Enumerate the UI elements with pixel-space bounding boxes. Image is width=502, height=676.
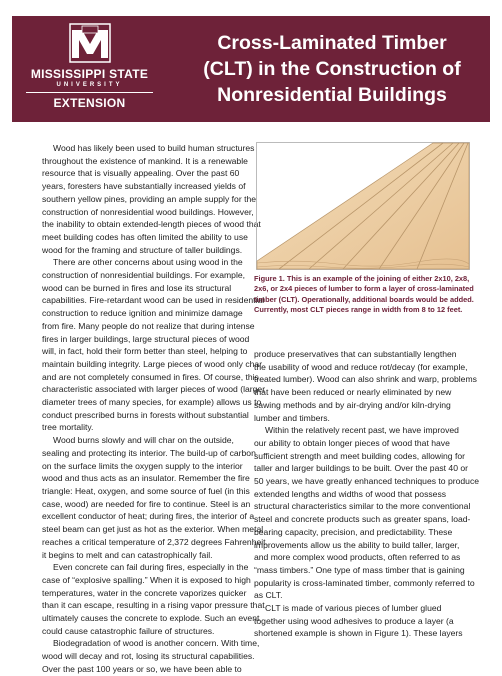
text-line: steel beam can get just as hot as the exterior. When metal (42, 524, 264, 535)
text-line: shortened example is shown in Figure 1). These layers (254, 628, 463, 639)
text-line: popularity is cross-laminated timber, commonly referred to (254, 577, 475, 588)
text-line: that have been reduced or nearly eliminated by new (254, 387, 452, 398)
figure-clt-illustration (256, 142, 470, 270)
text-line: maintain building integrity. Large pieces of wood only char (42, 358, 263, 369)
text-line: lumber and timbers. (254, 412, 330, 423)
body-left-column (42, 142, 268, 676)
logo-divider (26, 92, 153, 93)
text-line: wood will decay and rot, losing its structural capabilities. (42, 651, 255, 662)
text-line: reaches a critical temperature of 2,372 degrees Fahrenheit, (42, 536, 268, 547)
text-line: diameter trees of many species, for example) allows us to (42, 397, 262, 408)
text-line: construction of nonresidential buildings. For example, (42, 270, 246, 281)
text-line: and more complex wood products, often referred to as (254, 552, 461, 563)
text-line: wood and thus acts as an insulator. Remember the fire (42, 473, 250, 484)
text-line: Biodegradation of wood is another concern. With time, (53, 638, 260, 649)
text-line: wood for the framing and structure of taller buildings. (42, 244, 243, 255)
text-line: construction to reduce ignition and minimize damage (42, 308, 243, 319)
title-line: Cross-Laminated Timber (217, 32, 447, 54)
text-line: sealing and protecting its interior. The build-up of carbon (42, 447, 256, 458)
logo-university: UNIVERSITY (56, 82, 123, 88)
text-line: Even concrete can fail during fires, especially in the (53, 562, 249, 573)
text-line: sufficient strength and meet building codes, allowing for (254, 450, 465, 461)
text-line: Within the relatively recent past, we have improved (265, 425, 459, 436)
text-line: taller and larger buildings to be built. Over the past 40 or (254, 463, 469, 474)
text-line: excellent conductor of heat; during fires, the interior of a (42, 511, 255, 522)
msu-extension-logo (12, 16, 167, 122)
text-line: produce preservatives that can substantially lengthen (254, 349, 457, 359)
text-line: as CLT. (254, 590, 283, 601)
header-banner (12, 16, 490, 122)
text-line: construction of nonresidential wood buildings. However, (42, 206, 254, 217)
text-line: will, in fact, hold their form better than steel, helping to (42, 346, 248, 357)
text-line: meet building codes has often limited the ability to use (42, 231, 248, 242)
text-line: ultimately causes the concrete to explode. Such an event (42, 613, 260, 624)
text-line: throughout the existence of mankind. It is a renewable (42, 155, 248, 166)
text-line: from fire. Many people do not realize that during intense (42, 320, 255, 331)
text-line: Over the past 100 years or so, we have been able to (42, 663, 242, 674)
text-line: our ability to obtain longer pieces of wood that have (254, 437, 450, 448)
text-line: CLT is made of various pieces of lumber glued (265, 603, 442, 614)
text-line: treated lumber). Wood can also shrink and warp, problems (254, 374, 477, 385)
text-line: characteristic associated with larger pieces of wood (larger (42, 384, 266, 395)
text-line: capabilities. Fire-retardant wood can be used in residential (42, 295, 265, 306)
text-line: and are not completely consumed in fires. Of course, this (42, 371, 259, 382)
figure-caption: Figure 1. This is an example of the joining of either 2x10, 2x8, 2x6, or 2x4 pieces of lumber to form a layer of cross-laminated timber (CLT). Operationally, additional boards would be added. Currently, most CLT pieces range in width from 8 to 12 feet. (254, 274, 474, 315)
text-line: together using wood adhesives to produce a layer (a (254, 615, 454, 626)
text-line: bearing capacity, precision, and predictability. These (254, 526, 453, 537)
text-line: Wood has likely been used to build human structures (53, 143, 255, 153)
title-line: Nonresidential Buildings (217, 84, 447, 106)
clt-boards-image (257, 143, 469, 269)
text-line: than it can escape, resulting in a rising vapor pressure that (42, 600, 265, 611)
page-title (192, 30, 472, 108)
msu-seal-icon (66, 22, 114, 64)
text-line: the usability of wood and reduce rot/decay (for example, (254, 361, 468, 372)
text-line: wood can be burned in fires and lose its structural (42, 282, 232, 293)
text-line: 50 years, we have greatly enhanced techniques to produce (254, 476, 480, 487)
text-line: resource that is visually appealing. Over the past 60 (42, 168, 240, 179)
text-line: extended lengths and widths of wood that possess (254, 488, 447, 499)
text-line: years, foresters have substantially increased yields of (42, 181, 246, 192)
text-line: case, wood) are needed for fire to continue. Steel is an (42, 498, 251, 509)
text-line: There are other concerns about using wood in the (53, 257, 243, 268)
text-line: could cause catastrophic failure of structures. (42, 625, 215, 636)
body-right-column (254, 348, 480, 640)
logo-name: MISSISSIPPI STATE (30, 67, 149, 81)
text-line: temperatures, water in the concrete vaporizes quicker (42, 587, 247, 598)
text-line: improvements allow us the ability to build taller, larger, (254, 539, 460, 550)
text-line: triangle: Heat, oxygen, and some source of fuel (in this (42, 485, 250, 496)
text-line: “mass timbers.” One type of mass timber that is gaining (254, 564, 465, 575)
text-line: tree mortality. (42, 422, 94, 433)
text-line: conduct prescribed burns in forests without substantial (42, 409, 249, 420)
text-line: sawing methods and by air-drying and/or kiln-drying (254, 399, 451, 410)
text-line: fires in larger buildings, large structural pieces of wood (42, 333, 250, 344)
text-line: steel and concrete products such as greater spans, load- (254, 514, 471, 525)
text-line: Wood burns slowly and will char on the outside, (53, 435, 234, 446)
text-line: southern yellow pines, providing an ample supply for the (42, 193, 257, 204)
logo-extension: EXTENSION (53, 96, 126, 110)
title-line: (CLT) in the Construction of (203, 58, 461, 80)
text-line: case of “explosive spalling.” When it is exposed to high (42, 574, 251, 585)
text-line: it begins to melt and can catastrophically fail. (42, 549, 213, 560)
text-line: structural characteristics similar to the more conventional (254, 501, 471, 512)
text-line: on the surface limits the oxygen supply to the interior (42, 460, 243, 471)
text-line: the inability to obtain extended-length pieces of wood that (42, 219, 261, 230)
